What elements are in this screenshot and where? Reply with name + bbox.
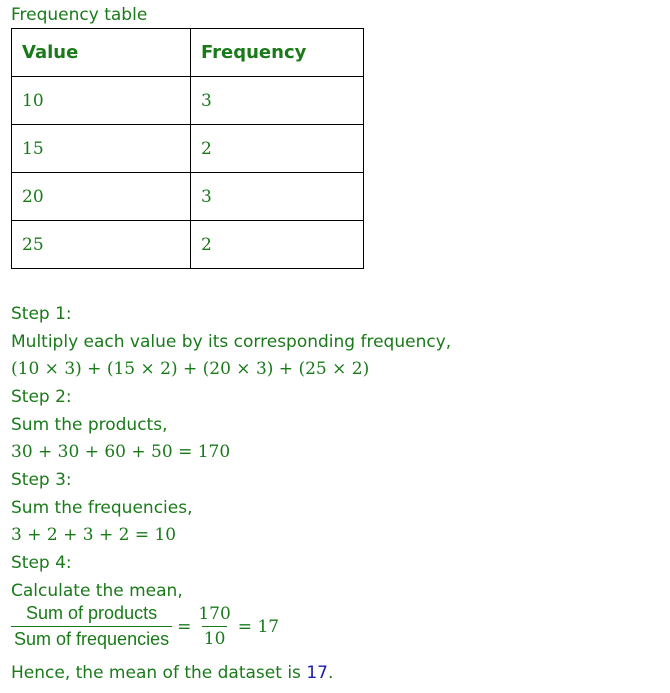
- fraction-denominator-text: Sum of frequencies: [11, 626, 172, 650]
- cell-frequency: 3: [191, 77, 364, 125]
- table-row: [12, 77, 364, 125]
- step3-text: Sum the frequencies,: [11, 498, 193, 518]
- step4-text: Calculate the mean,: [11, 581, 183, 601]
- step1-expression: (10 × 3) + (15 × 2) + (20 × 3) + (25 × 2): [11, 359, 370, 379]
- cell-value: 15: [12, 125, 191, 173]
- step4-label: Step 4:: [11, 553, 72, 573]
- step3-expression: 3 + 2 + 3 + 2 = 10: [11, 525, 177, 545]
- cell-value: 20: [12, 173, 191, 221]
- mean-formula: [11, 603, 284, 650]
- table-row: [12, 221, 364, 269]
- step2-text: Sum the products,: [11, 415, 168, 435]
- conclusion-suffix: .: [327, 663, 334, 683]
- cell-frequency: 2: [191, 221, 364, 269]
- step1-text: Multiply each value by its corresponding frequency,: [11, 332, 452, 352]
- fraction-numerator-number: 170: [198, 604, 231, 624]
- fraction-denominator-number: 10: [202, 626, 228, 649]
- table-row: [12, 173, 364, 221]
- conclusion-mean-value: 17: [306, 663, 328, 683]
- conclusion-prefix: Hence, the mean of the dataset is: [11, 663, 307, 683]
- step2-label: Step 2:: [11, 387, 72, 407]
- cell-frequency: 3: [191, 173, 364, 221]
- step1-label: Step 1:: [11, 304, 72, 324]
- text-fraction: [11, 603, 172, 650]
- header-value: Value: [12, 29, 191, 77]
- numeric-fraction: [196, 604, 232, 649]
- table-header-row: [12, 29, 364, 77]
- header-frequency: Frequency: [191, 29, 364, 77]
- step2-expression: 30 + 30 + 60 + 50 = 170: [11, 442, 231, 462]
- cell-frequency: 2: [191, 125, 364, 173]
- frequency-table-title: Frequency table: [11, 5, 148, 25]
- cell-value: 25: [12, 221, 191, 269]
- conclusion: [11, 662, 333, 684]
- table-row: [12, 125, 364, 173]
- step3-label: Step 3:: [11, 470, 72, 490]
- fraction-numerator-text: Sum of products: [26, 603, 158, 623]
- cell-value: 10: [12, 77, 191, 125]
- frequency-table: [11, 28, 364, 269]
- mean-result: = 17: [237, 616, 280, 637]
- equals-sign: =: [177, 616, 192, 637]
